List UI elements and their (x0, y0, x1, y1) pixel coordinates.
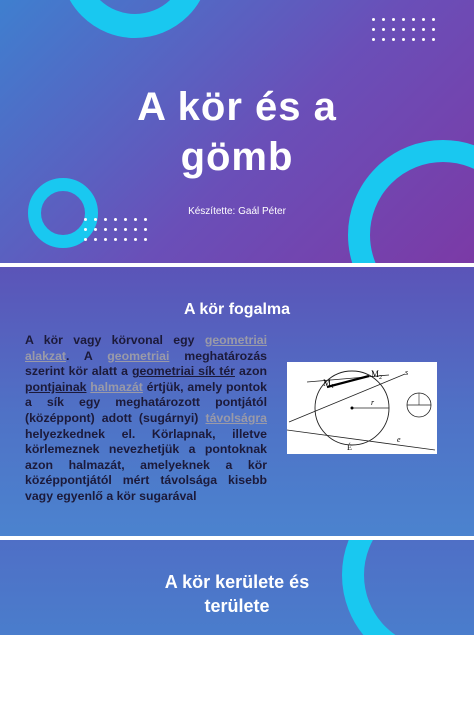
slide-title-line1: A kör és a (137, 85, 337, 129)
paragraph-text: . A (66, 348, 108, 363)
paragraph-link[interactable]: geometriai alakzat (25, 333, 267, 363)
paragraph-text: A kör vagy (25, 333, 112, 347)
label-m1: $M_1$ (323, 378, 335, 390)
slide3-title-line1: A kör kerülete és (164, 572, 310, 592)
paragraph-text: értjük, amely pontok a sík egy meghatározott pontjától (középpont) adott (sugárnyi) (25, 379, 267, 425)
paragraph-link[interactable]: halmazát (90, 379, 143, 394)
definition-paragraph (25, 333, 267, 505)
paragraph-text: azon (234, 364, 267, 379)
paragraph-link[interactable]: távolságra (205, 410, 267, 425)
label-r: r (371, 398, 375, 407)
paragraph-text: meghatározás szerint kör alatt a (25, 348, 267, 379)
paragraph-link[interactable]: geometriai sík tér (131, 364, 235, 379)
dot-grid-top-right (372, 18, 435, 41)
label-s: s (405, 368, 409, 377)
ring-decoration-top (60, 0, 210, 38)
paragraph-text: helyezkednek el. Körlapnak, illetve körlemeznek nevezhetjük a pontoknak azon halmazát, amelyeknek a kör középpontjától mért távolsága kisebb vagy egyenlő a kör sugarával (25, 426, 267, 503)
slide-heading: A kör fogalma (183, 301, 291, 318)
author-credit: Készítette: Gaál Péter (188, 206, 286, 217)
slide-title-line2: gömb (180, 135, 294, 179)
paragraph-link[interactable]: pontjainak (25, 379, 87, 394)
label-m2: $M_2$ (371, 369, 383, 381)
perimeter-area-slide[interactable] (0, 540, 474, 635)
circle-diagram-svg (287, 362, 437, 454)
circle-figure (287, 362, 437, 454)
paragraph-text: egy (162, 333, 205, 347)
paragraph-link[interactable]: geometriai (107, 348, 170, 363)
slide3-title-line2: területe (204, 596, 270, 616)
label-e-point: É (347, 443, 352, 452)
dot-grid-bottom-left (84, 218, 147, 241)
title-slide[interactable] (0, 0, 474, 263)
label-e-line: e (397, 435, 401, 444)
paragraph-text: körvonal (111, 333, 163, 347)
